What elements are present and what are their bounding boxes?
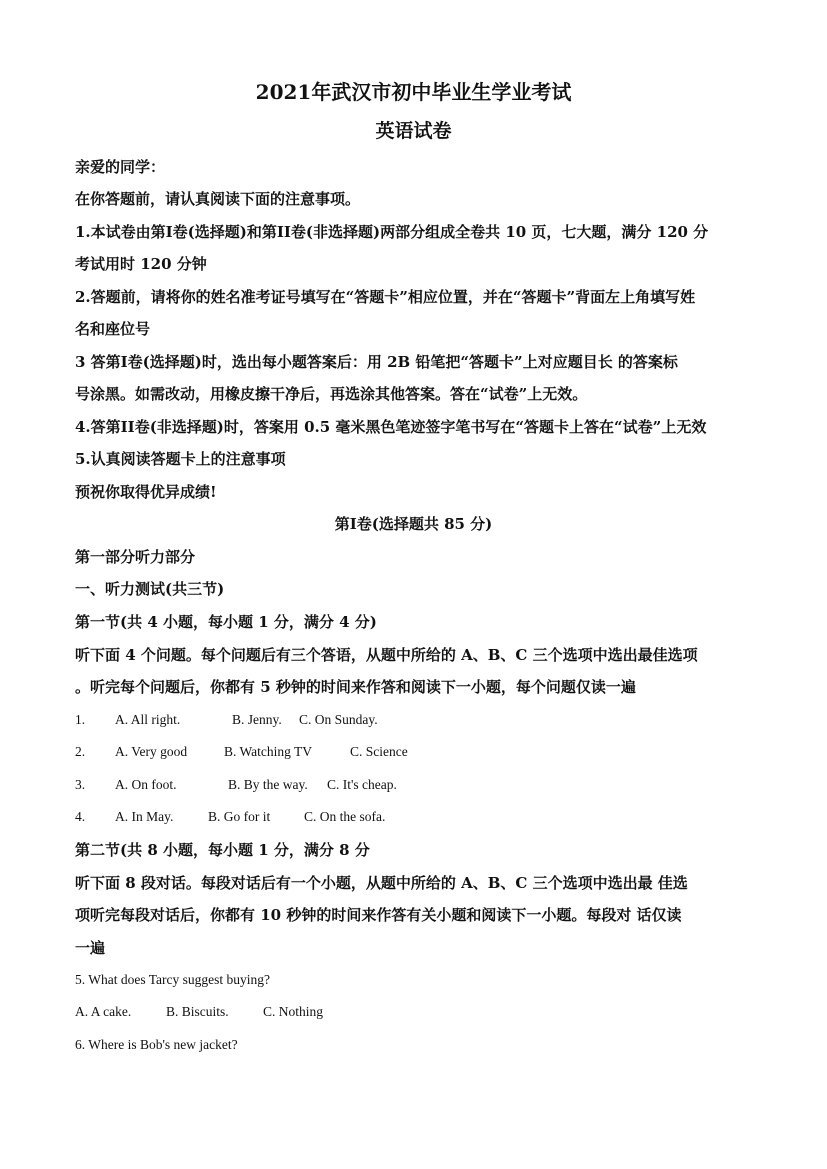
intro-line: 预祝你取得优异成绩! [75,483,217,501]
option-c: C. It's cheap. [327,777,397,792]
listening-heading: 一、听力测试(共三节) [75,580,225,598]
question-number: 3. [75,777,86,792]
section2-instructions: 听下面 8 段对话。每段对话后有一个小题，从题中所给的 A、B、C 三个选项中选出最 佳选 [75,874,688,892]
intro-line: 5.认真阅读答题卡上的注意事项 [75,450,286,468]
option-a: A. All right. [115,712,181,727]
option-a: A. Very good [115,744,188,759]
intro-line: 考试用时 120 分钟 [75,255,207,273]
exam-subtitle: 英语试卷 [375,120,452,142]
section2-heading: 第二节(共 8 小题，每小题 1 分，满分 8 分 [75,841,370,859]
option-c: C. Nothing [263,1004,324,1019]
intro-line: 2.答题前，请将你的姓名准考证号填写在“答题卡”相应位置，并在“答题卡”背面左上角填写姓 [75,288,696,306]
option-c: C. On Sunday. [299,712,378,727]
option-a: A. On foot. [115,777,177,792]
question-5: 5. What does Tarcy suggest buying? [75,972,271,987]
intro-line: 3 答第Ⅰ卷(选择题)时，选出每小题答案后：用 2B 铅笔把“答题卡”上对应题目长 的答案标 [75,353,678,371]
intro-line: 1.本试卷由第Ⅰ卷(选择题)和第II卷(非选择题)两部分组成全卷共 10 页，七大题，满分 120 分 [75,223,709,241]
option-b: B. By the way. [228,777,308,792]
section1-heading: 第一节(共 4 小题，每小题 1 分，满分 4 分) [75,613,377,631]
intro-line: 名和座位号 [75,320,151,338]
option-b: B. Go for it [208,809,271,824]
option-b: B. Watching TV [224,744,313,759]
question-6: 6. Where is Bob's new jacket? [75,1037,238,1052]
part-heading: 第一部分听力部分 [75,548,196,566]
exam-title: 2021年武汉市初中毕业生学业考试 [255,80,572,104]
question-number: 1. [75,712,86,727]
intro-line: 4.答第II卷(非选择题)时，答案用 0.5 毫米黑色笔迹签字笔书写在“答题卡上答在“试卷”上无效 [75,418,707,436]
section1-instructions: 。听完每个问题后，你都有 5 秒钟的时间来作答和阅读下一小题，每个问题仅读一遍 [75,678,636,696]
section1-instructions: 听下面 4 个问题。每个问题后有三个答语，从题中所给的 A、B、C 三个选项中选出最佳选项 [75,646,698,664]
option-b: B. Biscuits. [166,1004,229,1019]
option-c: C. On the sofa. [304,809,386,824]
question-number: 2. [75,744,86,759]
intro-line: 亲爱的同学： [75,158,166,176]
section2-instructions: 项听完每段对话后，你都有 10 秒钟的时间来作答有关小题和阅读下一小题。每段对 话仅读 [75,906,682,924]
option-a: A. In May. [115,809,174,824]
question-number: 4. [75,809,86,824]
intro-line: 号涂黑。如需改动，用橡皮擦干净后，再选涂其他答案。答在“试卷”上无效。 [75,385,588,403]
option-c: C. Science [350,744,408,759]
option-b: B. Jenny. [232,712,282,727]
option-a: A. A cake. [75,1004,132,1019]
section2-instructions: 一遍 [75,939,106,957]
intro-line: 在你答题前，请认真阅读下面的注意事项。 [75,190,361,208]
section-title: 第Ⅰ卷(选择题共 85 分) [334,515,493,533]
